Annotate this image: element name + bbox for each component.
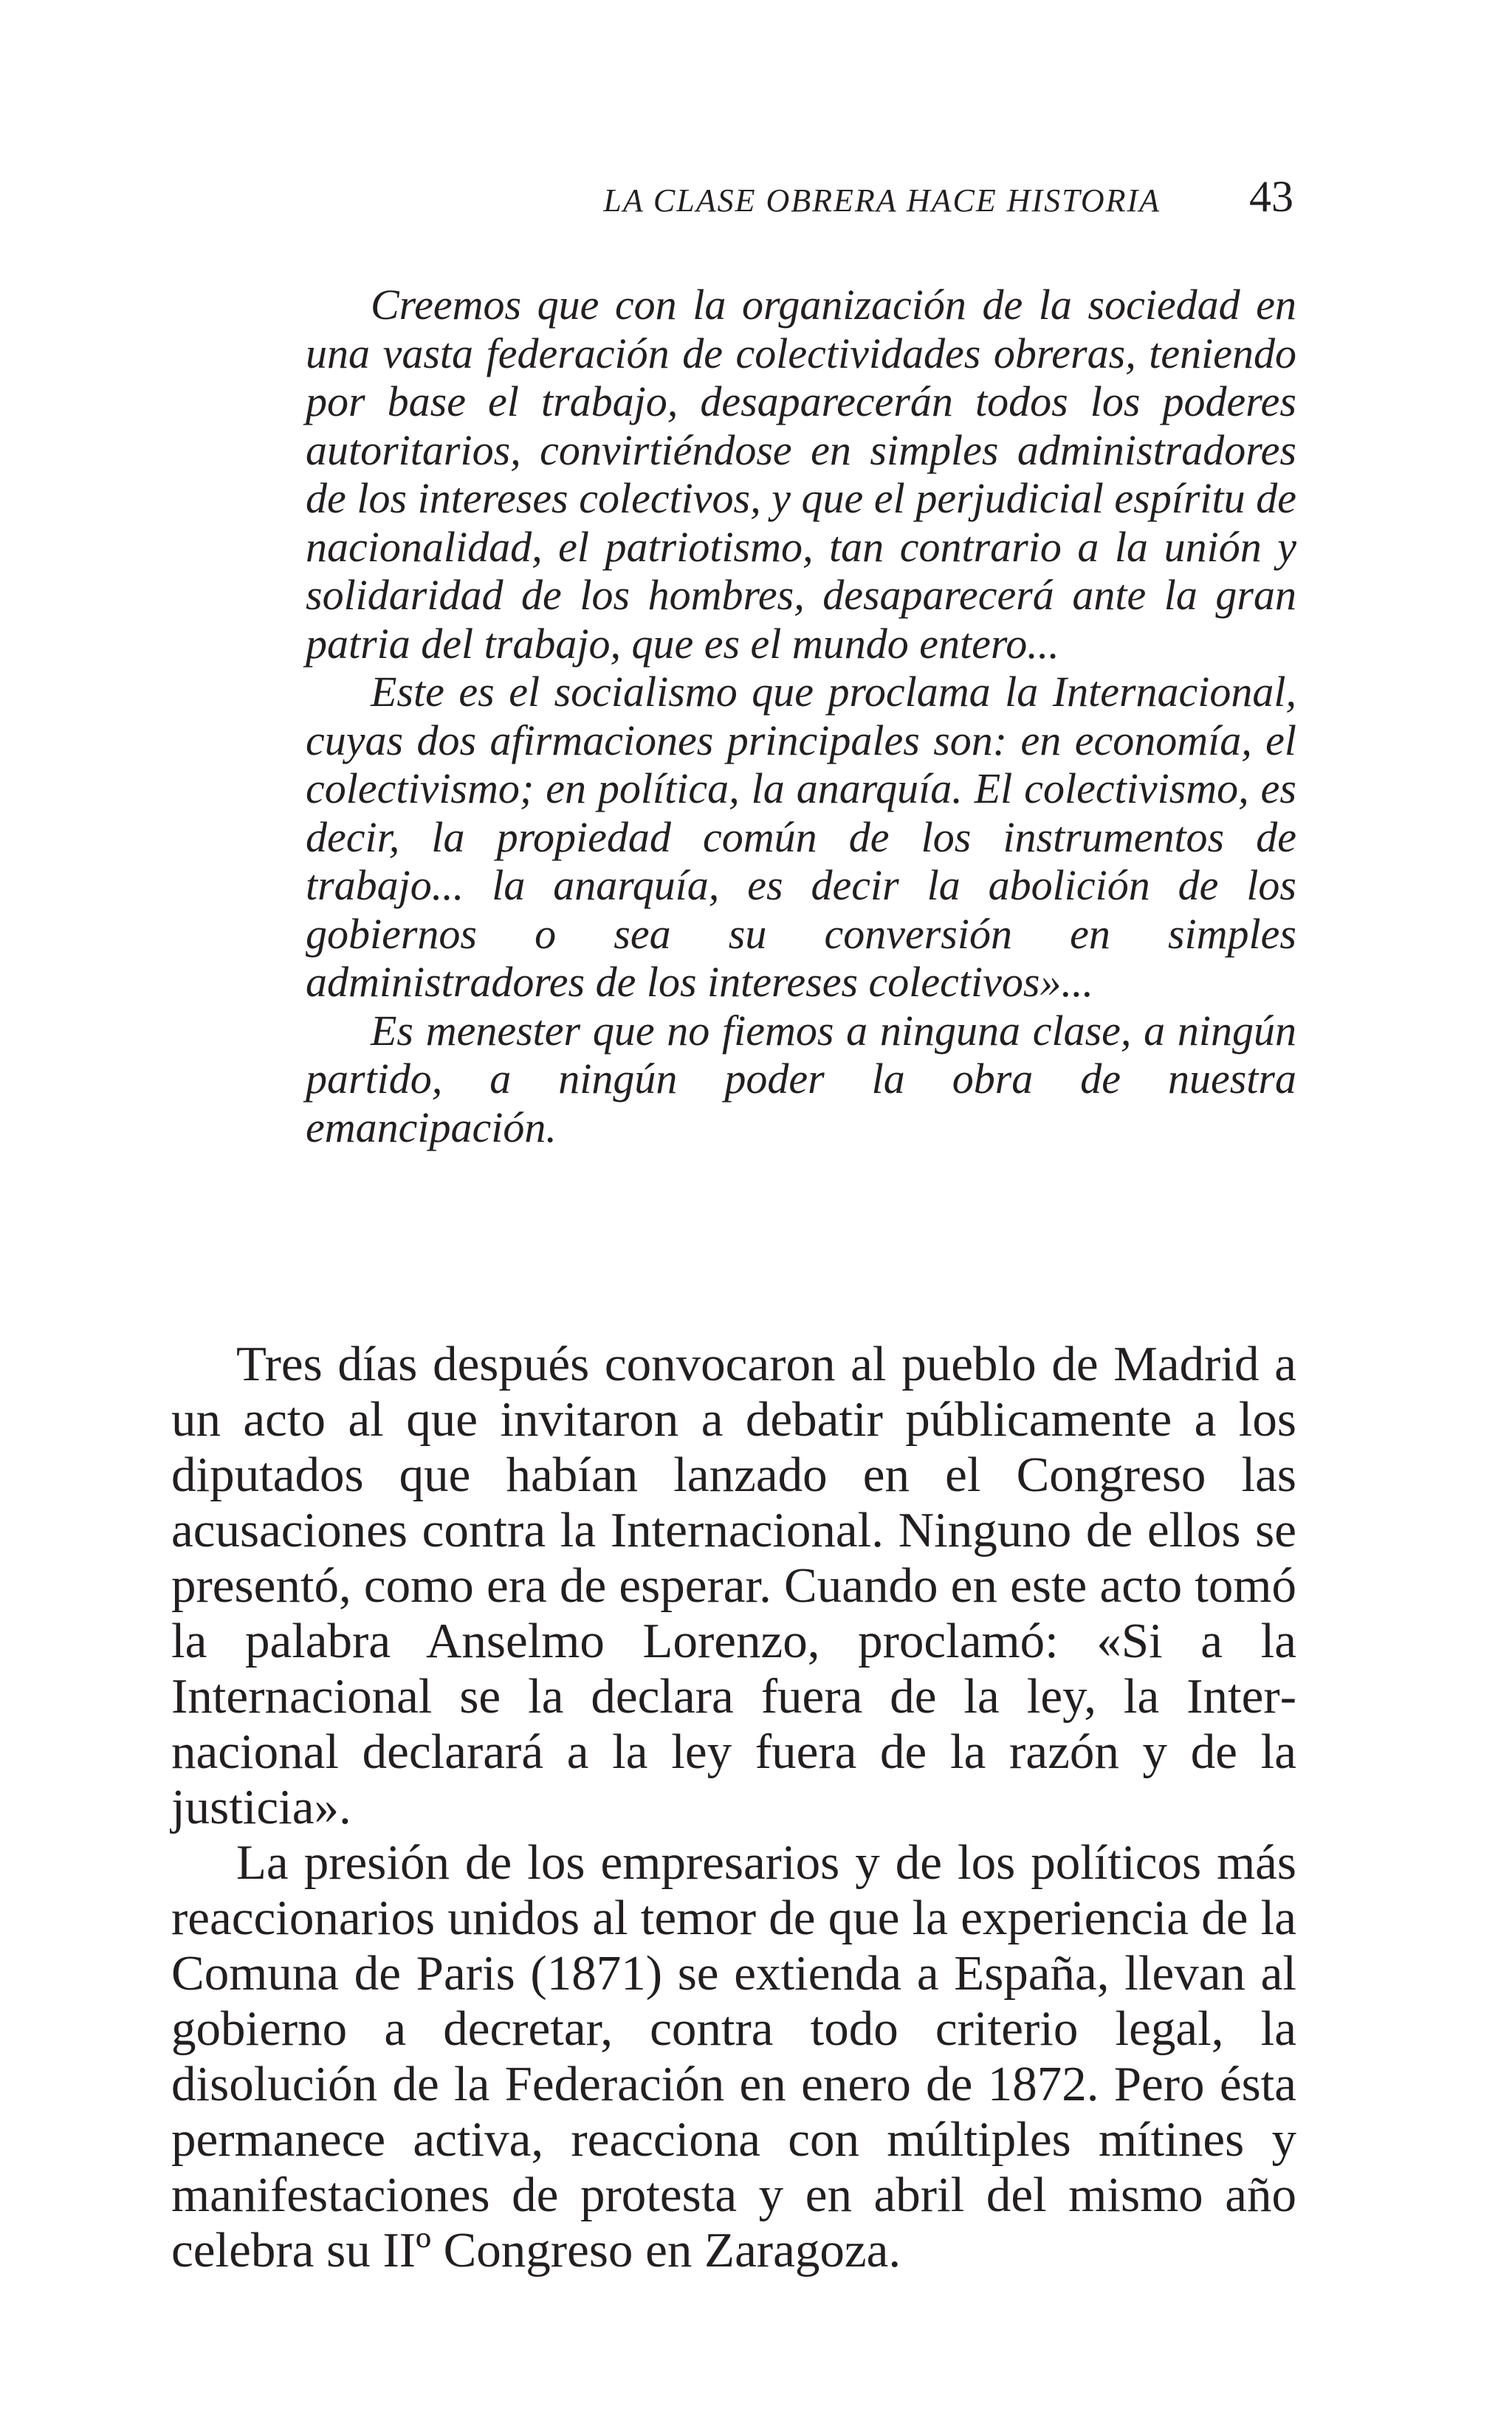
block-quote [306,281,1296,1151]
running-title: LA CLASE OBRERA HACE HISTORIA [603,182,1161,219]
body-paragraph: Tres días después convocaron al pueblo de Madrid a un acto al que invitaron a debatir públicamente a los diputados que habían lanzado en el Congreso las acusaciones contra la Internacional. Ninguno de ellos se presentó, como era de esperar. Cuando en este acto tomó la palabra Anselmo Lorenzo, proclamó: «Si a la Internacional se la declara fuera de la ley, la Internacional declarará a la ley fuera de la razón y de la justicia». [171,1337,1296,1834]
quote-paragraph: Creemos que con la organización de la sociedad en una vasta federación de colectividades obreras, teniendo por base el trabajo, desaparecerán todos los poderes autoritarios, convirtiéndose en simples administradores de los intereses colectivos, y que el perjudicial espíritu de nacionalidad, el patriotismo, tan contrario a la unión y solidaridad de los hombres, desaparecerá ante la gran patria del trabajo, que es el mundo entero... [306,281,1296,668]
quote-paragraph: Este es el socialismo que proclama la Internacional, cuyas dos afirmaciones principales son: en economía, el colectivismo; en política, la anarquía. El colectivismo, es decir, la propiedad común de los instrumentos de trabajo... la anarquía, es decir la abolición de los gobiernos o sea su conversión en simples administradores de los intereses colectivos»... [306,668,1296,1006]
body-text [171,1337,1296,2278]
quote-paragraph: Es menester que no fiemos a ninguna clase, a ningún partido, a ningún poder la obra de nuestra emancipación. [306,1006,1296,1151]
running-header [171,171,1293,230]
body-paragraph: La presión de los empresarios y de los políticos más reaccionarios unidos al temor de que la experiencia de la Comuna de Paris (1871) se extienda a España, llevan al gobierno a decretar, contra todo criterio legal, la disolución de la Federación en enero de 1872. Pero ésta permanece activa, reacciona con múltiples mítines y manifestaciones de protesta y en abril del mismo año celebra su IIº Congreso en Zaragoza. [171,1835,1296,2278]
page-number: 43 [1249,172,1293,221]
